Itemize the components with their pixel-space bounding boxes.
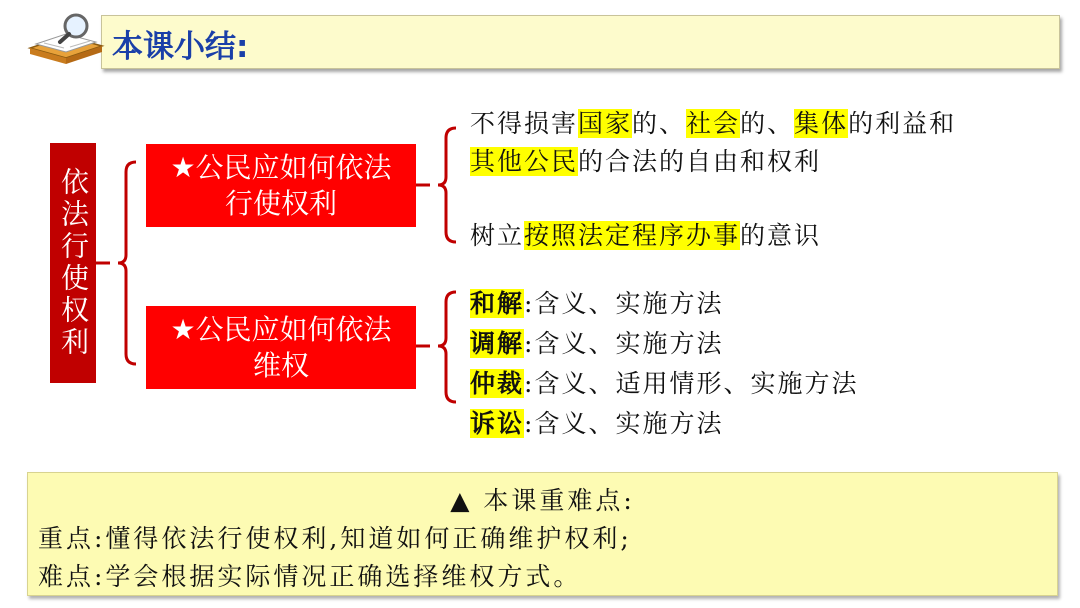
key-points-box [27,472,1058,596]
rule-line-2: 其他公民的合法的自由和权利 [470,147,822,176]
box1-line1: ★公民应如何依法 [170,150,392,184]
key-points-line: 重点:懂得依法行使权利,知道如何正确维护权利; [38,524,632,553]
box2-line1: ★公民应如何依法 [170,312,392,346]
rule-line-3: 树立按照法定程序办事的意识 [470,221,822,250]
topic-label: 依法行使权利 [50,143,96,383]
method-item-reconciliation: 和解:含义、实施方法 [470,289,724,318]
box2-line2: 维权 [252,348,309,382]
method-item-mediation: 调解:含义、实施方法 [470,329,724,358]
method-item-arbitration: 仲裁:含义、适用情形、实施方法 [470,369,859,398]
key-points-title: ▲ 本课重难点: [450,486,635,515]
page-title: 本课小结: [112,29,249,65]
box1-line2: 行使权利 [224,186,337,220]
method-item-litigation: 诉讼:含义、实施方法 [470,409,724,438]
rule-line-1: 不得损害国家的、社会的、集体的利益和 [470,109,957,138]
difficult-points-line: 难点:学会根据实际情况正确选择维权方式。 [38,562,582,591]
